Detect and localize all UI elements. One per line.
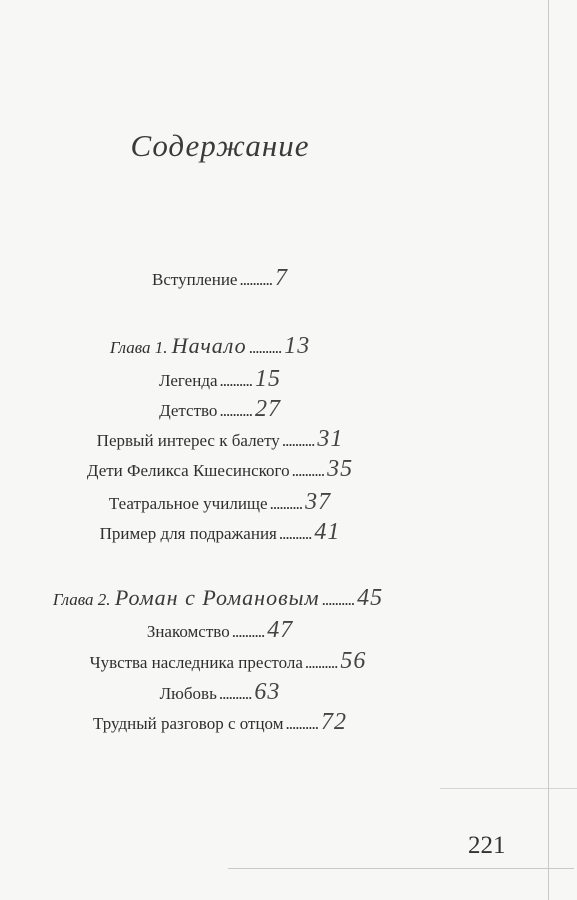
toc-entry-title: Театральное училище bbox=[108, 494, 268, 513]
contents-heading: Содержание bbox=[130, 128, 310, 163]
toc-dots: .......... bbox=[218, 684, 252, 703]
toc-entry-title: Знакомство bbox=[146, 622, 230, 641]
toc-entry-title: Первый интерес к балету bbox=[96, 431, 280, 450]
chapter-label: Глава 2. bbox=[52, 590, 111, 609]
toc-dots: .......... bbox=[231, 622, 265, 641]
toc-page-number: 37 bbox=[305, 489, 332, 515]
page-number: 221 bbox=[468, 832, 506, 859]
toc-page-number: 41 bbox=[314, 519, 341, 545]
toc-entry-title: Легенда bbox=[158, 371, 218, 390]
toc-dots: .......... bbox=[219, 371, 253, 390]
toc-page-number: 31 bbox=[317, 426, 344, 452]
frame-line-vertical bbox=[548, 0, 549, 900]
toc-dots: .......... bbox=[281, 431, 315, 450]
toc-dots: .......... bbox=[285, 714, 318, 733]
toc-entry-title: Пример для подражания bbox=[99, 524, 277, 543]
toc-page-number: 35 bbox=[327, 456, 354, 482]
toc-page-number: 47 bbox=[267, 617, 294, 643]
chapter-title: Начало bbox=[171, 333, 247, 358]
toc-dots: .......... bbox=[304, 653, 338, 672]
toc-dots: .......... bbox=[239, 270, 272, 289]
toc-chapter-2[interactable] bbox=[0, 585, 438, 612]
toc-dots: .......... bbox=[278, 524, 312, 543]
toc-page-number: 45 bbox=[357, 585, 384, 611]
toc-entry[interactable] bbox=[0, 456, 440, 483]
chapter-label: Глава 1. bbox=[109, 338, 168, 357]
toc-entry-title: Детство bbox=[159, 401, 218, 420]
toc-page-number: 13 bbox=[284, 333, 311, 359]
toc-entry-title: Вступление bbox=[152, 270, 238, 289]
toc-entry-title: Дети Феликса Кшесинского bbox=[86, 461, 290, 480]
toc-page-number: 63 bbox=[254, 679, 281, 705]
toc-page-number: 56 bbox=[340, 648, 367, 674]
toc-dots: .......... bbox=[248, 338, 282, 357]
toc-chapter-1[interactable] bbox=[0, 333, 430, 360]
toc-page-number: 72 bbox=[320, 709, 347, 735]
toc-entry[interactable] bbox=[0, 679, 440, 706]
toc-entry[interactable] bbox=[0, 709, 440, 736]
toc-entry[interactable] bbox=[0, 366, 440, 393]
toc-dots: .......... bbox=[269, 494, 303, 513]
toc-page-number: 15 bbox=[255, 366, 282, 392]
toc-entry-intro[interactable] bbox=[0, 265, 440, 292]
toc-entry[interactable] bbox=[8, 648, 448, 675]
toc-entry[interactable] bbox=[0, 426, 440, 453]
toc-entry-title: Трудный разговор с отцом bbox=[93, 714, 284, 733]
toc-entry-title: Любовь bbox=[159, 684, 217, 703]
toc-page-number: 7 bbox=[274, 265, 288, 291]
toc-dots: .......... bbox=[291, 461, 325, 480]
toc-entry[interactable] bbox=[0, 617, 440, 644]
toc-page-number: 27 bbox=[254, 396, 281, 422]
divider bbox=[440, 788, 577, 789]
toc-entry[interactable] bbox=[0, 519, 440, 546]
frame-line-horizontal bbox=[228, 868, 574, 869]
toc-entry[interactable] bbox=[0, 396, 440, 423]
toc-entry[interactable] bbox=[0, 489, 440, 516]
toc-dots: .......... bbox=[321, 590, 355, 609]
toc-entry-title: Чувства наследника престола bbox=[89, 653, 303, 672]
chapter-title: Роман с Романовым bbox=[114, 585, 320, 610]
toc-dots: .......... bbox=[219, 401, 252, 420]
